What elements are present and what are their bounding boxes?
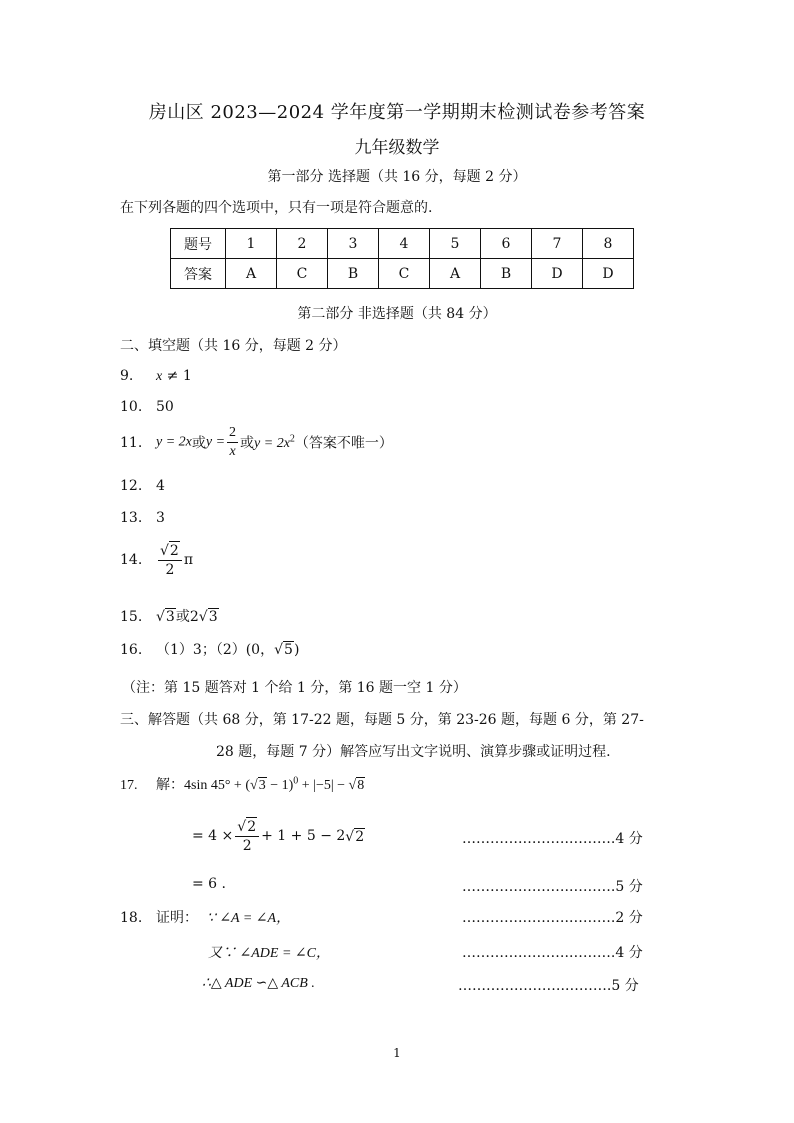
radicand: 3 — [165, 609, 175, 625]
table-cell: D — [583, 259, 634, 289]
question-number: 10. — [120, 399, 143, 415]
question-number: 15. — [120, 609, 143, 625]
question-18 — [120, 907, 290, 927]
proof-label: 证明： — [156, 910, 198, 926]
question-number: 14. — [120, 552, 143, 568]
table-cell: 5 — [430, 229, 481, 259]
radicand: 2 — [247, 819, 257, 835]
proof-line: 又∵ ∠ADE = ∠C， — [208, 946, 330, 961]
radicand: 3 — [258, 778, 266, 793]
exponent: 2 — [289, 433, 295, 445]
question-number: 17. — [120, 778, 138, 793]
numerator: √2 — [158, 541, 182, 561]
table-cell: C — [379, 259, 430, 289]
table-cell: C — [277, 259, 328, 289]
table-cell: B — [328, 259, 379, 289]
denominator: 2 — [242, 838, 252, 854]
table-cell: B — [481, 259, 532, 289]
table-cell: 8 — [583, 229, 634, 259]
score-value: 4 分 — [615, 831, 643, 847]
radicand: 5 — [284, 642, 293, 658]
question-13 — [120, 510, 165, 526]
table-cell: 7 — [532, 229, 583, 259]
score-value: 5 分 — [611, 978, 639, 994]
table-cell: 3 — [328, 229, 379, 259]
proof-line: ∴△ ADE ∽△ ACB . — [202, 976, 315, 991]
pi-symbol: π — [183, 552, 194, 568]
score-value: 2 分 — [615, 910, 643, 926]
question-number: 9. — [120, 368, 134, 384]
table-cell: A — [226, 259, 277, 289]
score-mark: ………….……….……….5 分 — [458, 978, 639, 994]
answer-3 — [254, 433, 295, 451]
question-number: 16. — [120, 642, 143, 658]
or-text: 或 — [191, 435, 206, 452]
q17-step1: = 4 × $\frac{√2}{2}$ + 1 + 5 − 2√2 — [192, 819, 365, 854]
question-number: 11. — [120, 434, 143, 451]
step-text: + 1 + 5 − 2 — [261, 828, 346, 844]
answer-1: y = 2x — [156, 434, 192, 450]
fill-heading: 二、填空题（共 16 分，每题 2 分） — [120, 338, 347, 354]
expr-part: 4sin 45° + ( — [184, 778, 250, 793]
question-number: 12. — [120, 478, 143, 494]
coefficient: 2 — [189, 609, 199, 625]
step-text: = 4 × — [192, 828, 234, 844]
question-17: 17. 解：4sin $45^\circ + (√3 - 1)^0 + |-5| - √8$ — [120, 775, 365, 793]
proof-line: ∵ ∠A = ∠A， — [206, 911, 291, 926]
numerator: 2 — [227, 424, 238, 443]
answer-text: （1）3；（2）(0， — [156, 642, 275, 658]
operator: ≠ — [166, 368, 179, 384]
denominator: 2 — [165, 562, 175, 578]
exponent: 0 — [293, 775, 299, 787]
table-header-cell: 题号 — [171, 229, 226, 259]
solve-heading-line1: 三、解答题（共 68 分，第 17-22 题，每题 5 分，第 23-26 题，每题 6 分，第 27- — [120, 712, 644, 728]
radicand: 3 — [208, 609, 218, 625]
table-cell: 4 — [379, 229, 430, 259]
table-row-answers — [171, 259, 634, 289]
answer-2-lhs: y = — [205, 434, 226, 450]
answer-note: （答案不唯一） — [294, 435, 393, 452]
question-12 — [120, 478, 165, 494]
solve-heading-line2: 28 题，每题 7 分）解答应写出文字说明、演算步骤或证明过程. — [216, 744, 611, 760]
answer-value: 50 — [156, 399, 174, 415]
question-number: 18. — [120, 910, 143, 926]
score-mark: ………….……….……….2 分 — [462, 910, 643, 926]
page-subtitle: 九年级数学 — [354, 138, 440, 158]
var-x: x — [156, 369, 163, 384]
answer-value: 3 — [156, 510, 165, 526]
radicand: 2 — [169, 543, 179, 559]
score-mark: ………….……….……….4 分 — [462, 945, 643, 961]
page-number: 1 — [393, 1046, 401, 1060]
question-number: 13. — [120, 510, 143, 526]
table-cell: 2 — [277, 229, 328, 259]
fraction — [158, 541, 182, 579]
or-text: 或 — [240, 435, 255, 452]
radicand: 8 — [357, 778, 365, 793]
table-header-cell: 答案 — [171, 259, 226, 289]
numerator: √2 — [235, 817, 259, 837]
question-10 — [120, 399, 174, 415]
table-row-numbers — [171, 229, 634, 259]
part2-heading: 第二部分 非选择题（共 84 分） — [297, 306, 497, 322]
scoring-note: （注：第 15 题答对 1 个给 1 分，第 16 题一空 1 分） — [122, 680, 467, 696]
answer-value: 4 — [156, 478, 165, 494]
q17-step2: = 6 . — [192, 876, 226, 892]
part1-instruction: 在下列各题的四个选项中，只有一项是符合题意的. — [120, 200, 433, 216]
table-cell: 1 — [226, 229, 277, 259]
expr-part: − 1) — [266, 778, 294, 793]
answer-value: 1 — [182, 368, 192, 384]
part1-heading: 第一部分 选择题（共 16 分，每题 2 分） — [267, 169, 527, 185]
table-cell: A — [430, 259, 481, 289]
expr-part: + |−5| − — [298, 778, 349, 793]
score-value: 5 分 — [615, 879, 643, 895]
score-mark: ………….……….……….4 分 — [462, 831, 643, 847]
question-11 — [120, 424, 393, 461]
denominator: x — [229, 444, 236, 459]
fraction — [235, 817, 259, 855]
question-9 — [120, 368, 192, 385]
score-mark: ………….……….……….5 分 — [462, 879, 643, 895]
score-value: 4 分 — [615, 945, 643, 961]
question-14 — [120, 541, 193, 579]
page-title: 房山区 2023—2024 学年度第一学期期末检测试卷参考答案 — [148, 102, 646, 123]
answer-3-base: y = 2x — [254, 435, 290, 451]
answer-table — [170, 228, 634, 289]
close-paren: ) — [293, 642, 300, 658]
or-text: 或 — [175, 609, 190, 625]
question-16: 16. （1）3；（2）(0，√5) — [120, 642, 300, 658]
table-cell: 6 — [481, 229, 532, 259]
table-cell: D — [532, 259, 583, 289]
solution-label: 解： — [156, 778, 184, 793]
radicand: 2 — [355, 828, 365, 845]
question-15: 15. √3或2√3 — [120, 609, 218, 625]
fraction — [227, 424, 238, 461]
